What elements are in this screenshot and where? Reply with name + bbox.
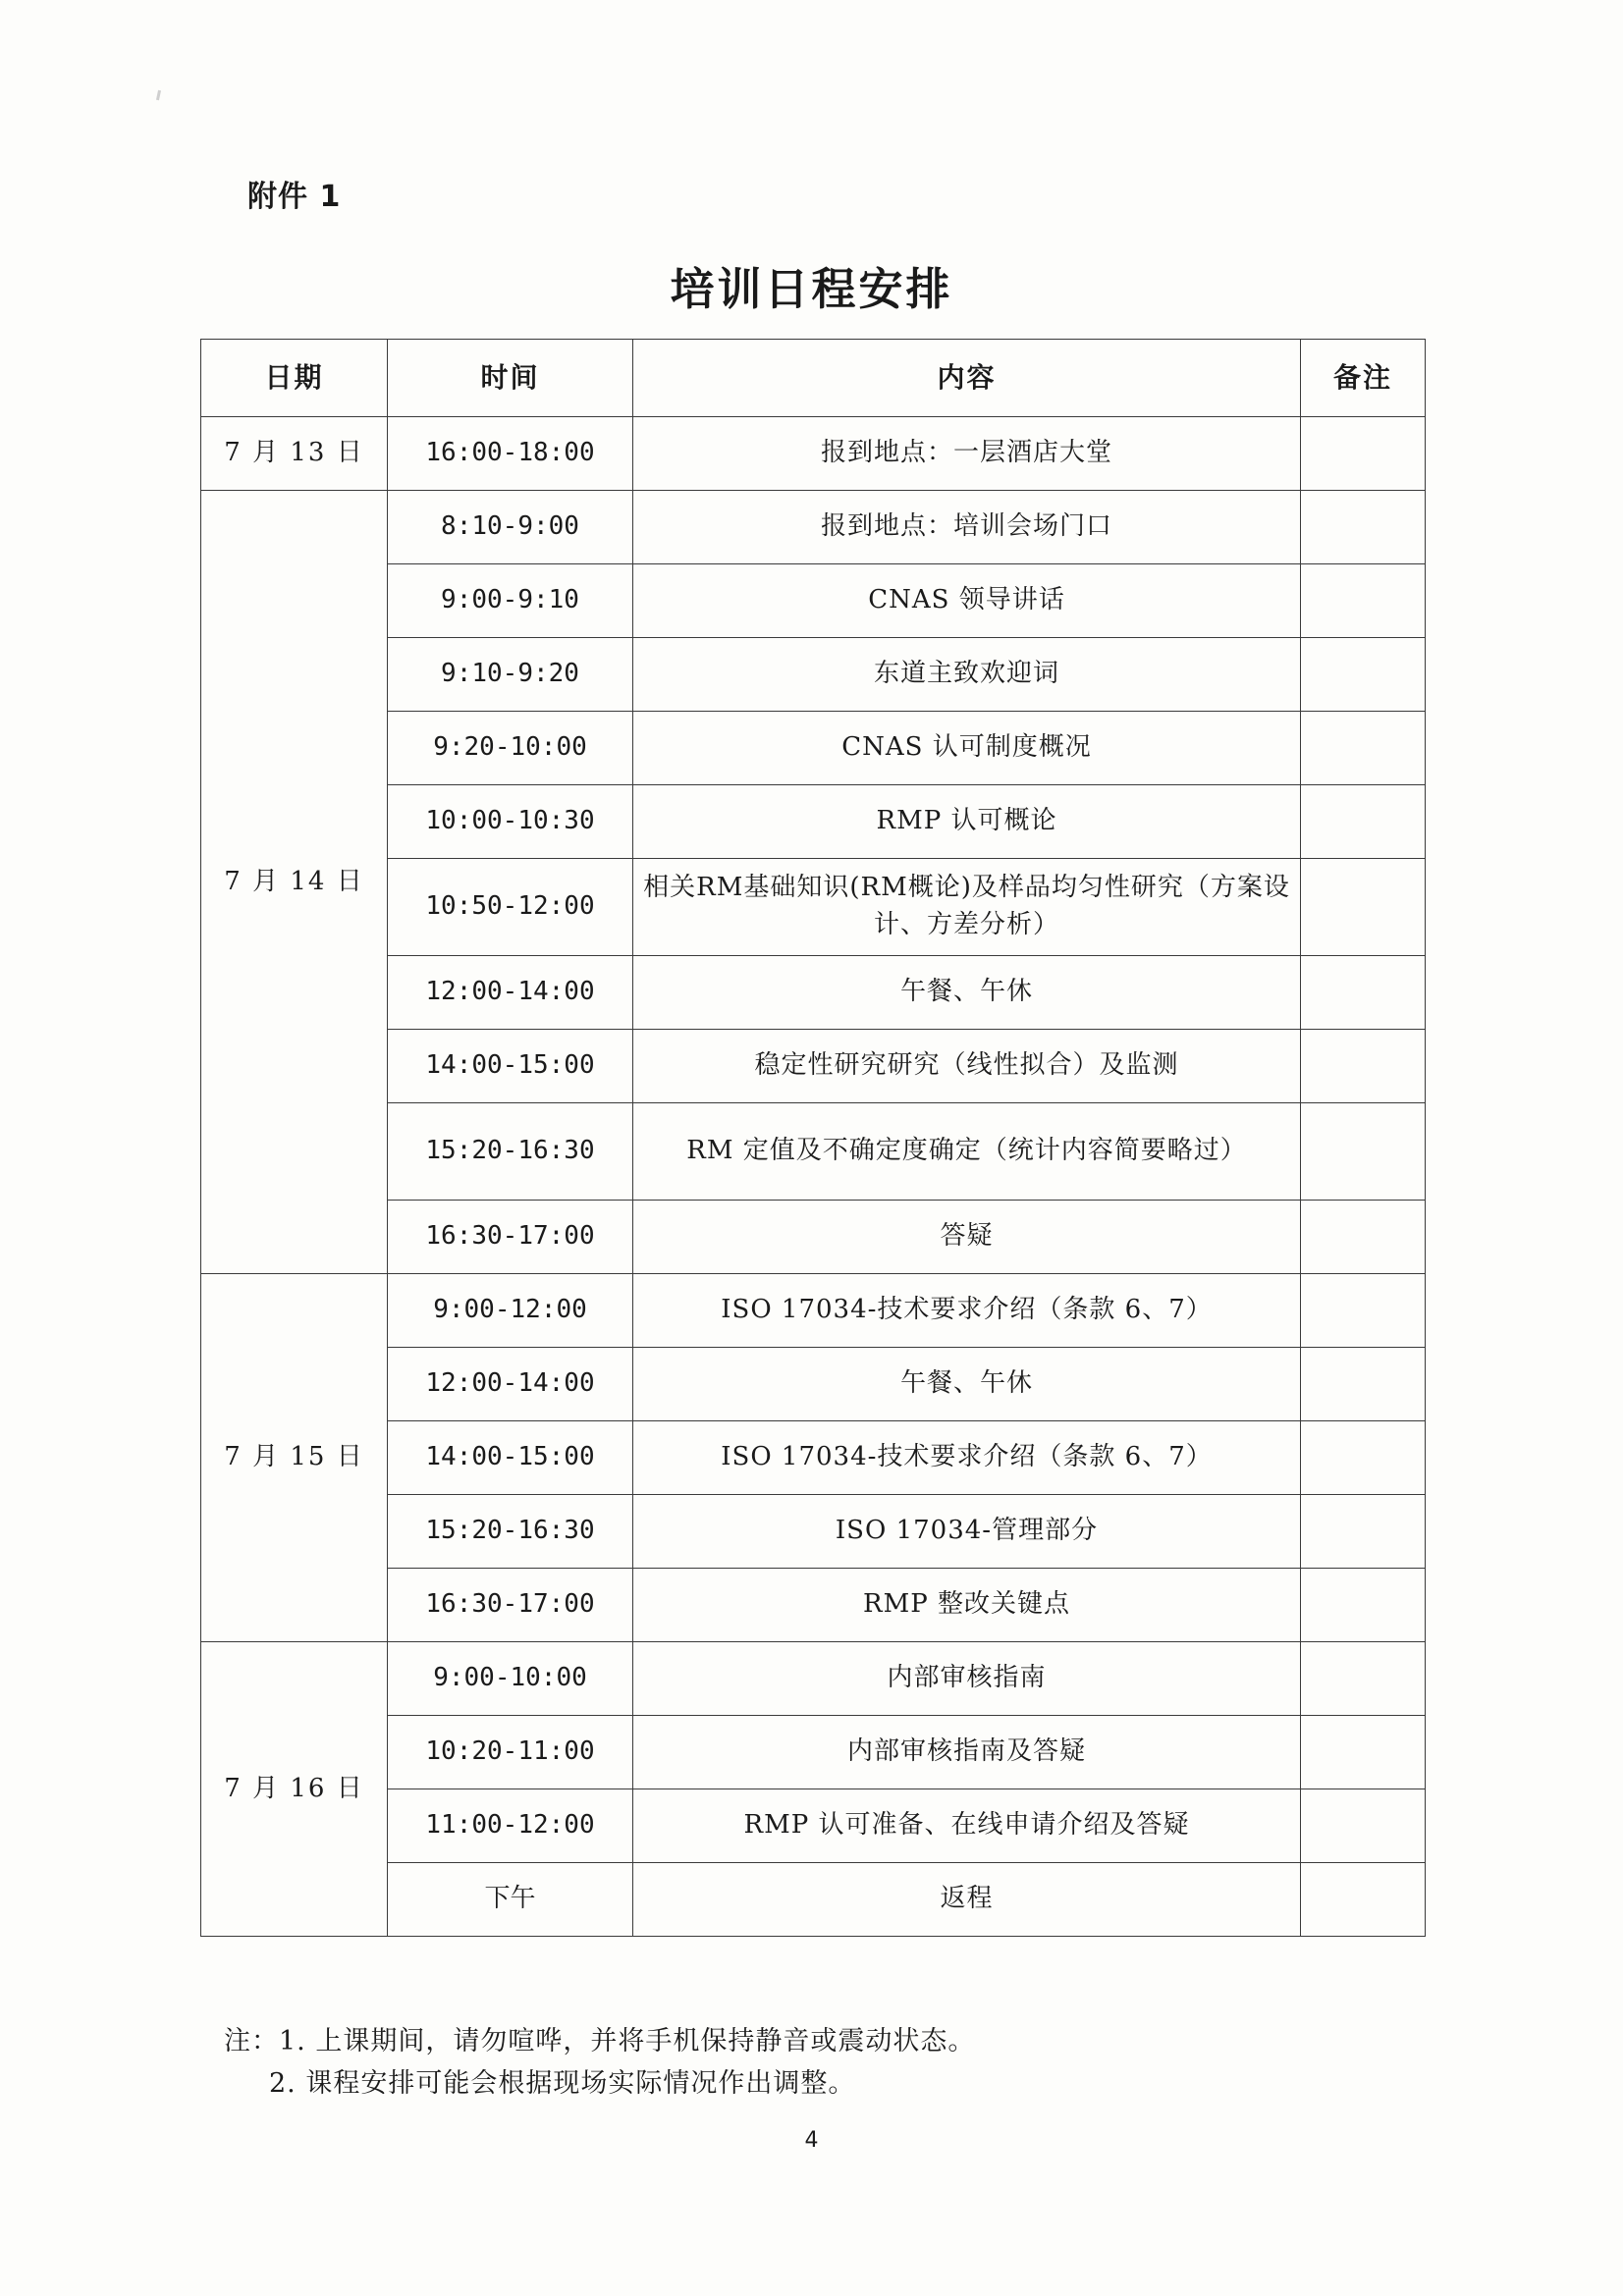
- column-header-time: 时间: [388, 340, 633, 417]
- footnote-line-2: 2. 课程安排可能会根据现场实际情况作出调整。: [269, 2068, 856, 2100]
- content-cell: RMP 整改关键点: [633, 1569, 1301, 1642]
- column-header-content: 内容: [633, 340, 1301, 417]
- scan-artifact: [156, 90, 161, 100]
- content-cell: RMP 认可概论: [633, 785, 1301, 859]
- time-cell: 14:00-15:00: [388, 1030, 633, 1103]
- date-cell: 7 月 14 日: [201, 491, 388, 1274]
- table-row: [201, 491, 1426, 564]
- remark-cell: [1301, 1348, 1426, 1421]
- remark-cell: [1301, 1030, 1426, 1103]
- time-cell: 16:00-18:00: [388, 417, 633, 491]
- time-cell: 11:00-12:00: [388, 1789, 633, 1863]
- content-cell: 内部审核指南及答疑: [633, 1716, 1301, 1789]
- footnotes: [224, 2020, 1441, 2105]
- content-cell: ISO 17034-管理部分: [633, 1495, 1301, 1569]
- content-cell: 报到地点：培训会场门口: [633, 491, 1301, 564]
- content-cell: CNAS 认可制度概况: [633, 712, 1301, 785]
- remark-cell: [1301, 1103, 1426, 1201]
- time-cell: 15:20-16:30: [388, 1103, 633, 1201]
- remark-cell: [1301, 491, 1426, 564]
- content-cell: 午餐、午休: [633, 956, 1301, 1030]
- time-cell: 14:00-15:00: [388, 1421, 633, 1495]
- content-cell: 报到地点：一层酒店大堂: [633, 417, 1301, 491]
- time-cell: 9:10-9:20: [388, 638, 633, 712]
- time-cell: 10:50-12:00: [388, 859, 633, 956]
- time-cell: 9:00-10:00: [388, 1642, 633, 1716]
- remark-cell: [1301, 564, 1426, 638]
- remark-cell: [1301, 712, 1426, 785]
- date-cell: 7 月 15 日: [201, 1274, 388, 1642]
- remark-cell: [1301, 1789, 1426, 1863]
- remark-cell: [1301, 1274, 1426, 1348]
- remark-cell: [1301, 1569, 1426, 1642]
- table-row: [201, 417, 1426, 491]
- page-number: 4: [804, 2128, 819, 2153]
- content-cell: 相关RM基础知识(RM概论)及样品均匀性研究（方案设计、方差分析）: [633, 859, 1301, 956]
- remark-cell: [1301, 785, 1426, 859]
- training-schedule-table: [200, 339, 1426, 1937]
- remark-cell: [1301, 1863, 1426, 1937]
- content-cell: 内部审核指南: [633, 1642, 1301, 1716]
- content-cell: RMP 认可准备、在线申请介绍及答疑: [633, 1789, 1301, 1863]
- remark-cell: [1301, 1421, 1426, 1495]
- remark-cell: [1301, 1716, 1426, 1789]
- time-cell: 9:20-10:00: [388, 712, 633, 785]
- date-cell: 7 月 16 日: [201, 1642, 388, 1937]
- remark-cell: [1301, 956, 1426, 1030]
- remark-cell: [1301, 859, 1426, 956]
- time-cell: 10:20-11:00: [388, 1716, 633, 1789]
- column-header-date: 日期: [201, 340, 388, 417]
- remark-cell: [1301, 638, 1426, 712]
- time-cell: 8:10-9:00: [388, 491, 633, 564]
- content-cell: 东道主致欢迎词: [633, 638, 1301, 712]
- time-cell: 9:00-12:00: [388, 1274, 633, 1348]
- time-cell: 12:00-14:00: [388, 956, 633, 1030]
- time-cell: 16:30-17:00: [388, 1201, 633, 1274]
- content-cell: 返程: [633, 1863, 1301, 1937]
- remark-cell: [1301, 1642, 1426, 1716]
- time-cell: 下午: [388, 1863, 633, 1937]
- content-cell: RM 定值及不确定度确定（统计内容简要略过）: [633, 1103, 1301, 1201]
- column-header-remark: 备注: [1301, 340, 1426, 417]
- time-cell: 9:00-9:10: [388, 564, 633, 638]
- content-cell: ISO 17034-技术要求介绍（条款 6、7）: [633, 1421, 1301, 1495]
- table-row: [201, 1642, 1426, 1716]
- schedule-table-wrapper: [200, 339, 1425, 1937]
- page-title: 培训日程安排: [670, 263, 953, 315]
- time-cell: 16:30-17:00: [388, 1569, 633, 1642]
- content-cell: 稳定性研究研究（线性拟合）及监测: [633, 1030, 1301, 1103]
- content-cell: 答疑: [633, 1201, 1301, 1274]
- footnote-line-1: 注：1. 上课期间，请勿喧哗，并将手机保持静音或震动状态。: [224, 2026, 976, 2056]
- time-cell: 10:00-10:30: [388, 785, 633, 859]
- attachment-label: 附件 1: [247, 180, 342, 214]
- remark-cell: [1301, 417, 1426, 491]
- content-cell: ISO 17034-技术要求介绍（条款 6、7）: [633, 1274, 1301, 1348]
- time-cell: 12:00-14:00: [388, 1348, 633, 1421]
- table-row: [201, 1274, 1426, 1348]
- remark-cell: [1301, 1495, 1426, 1569]
- content-cell: 午餐、午休: [633, 1348, 1301, 1421]
- time-cell: 15:20-16:30: [388, 1495, 633, 1569]
- table-header-row: [201, 340, 1426, 417]
- content-cell: CNAS 领导讲话: [633, 564, 1301, 638]
- remark-cell: [1301, 1201, 1426, 1274]
- date-cell: 7 月 13 日: [201, 417, 388, 491]
